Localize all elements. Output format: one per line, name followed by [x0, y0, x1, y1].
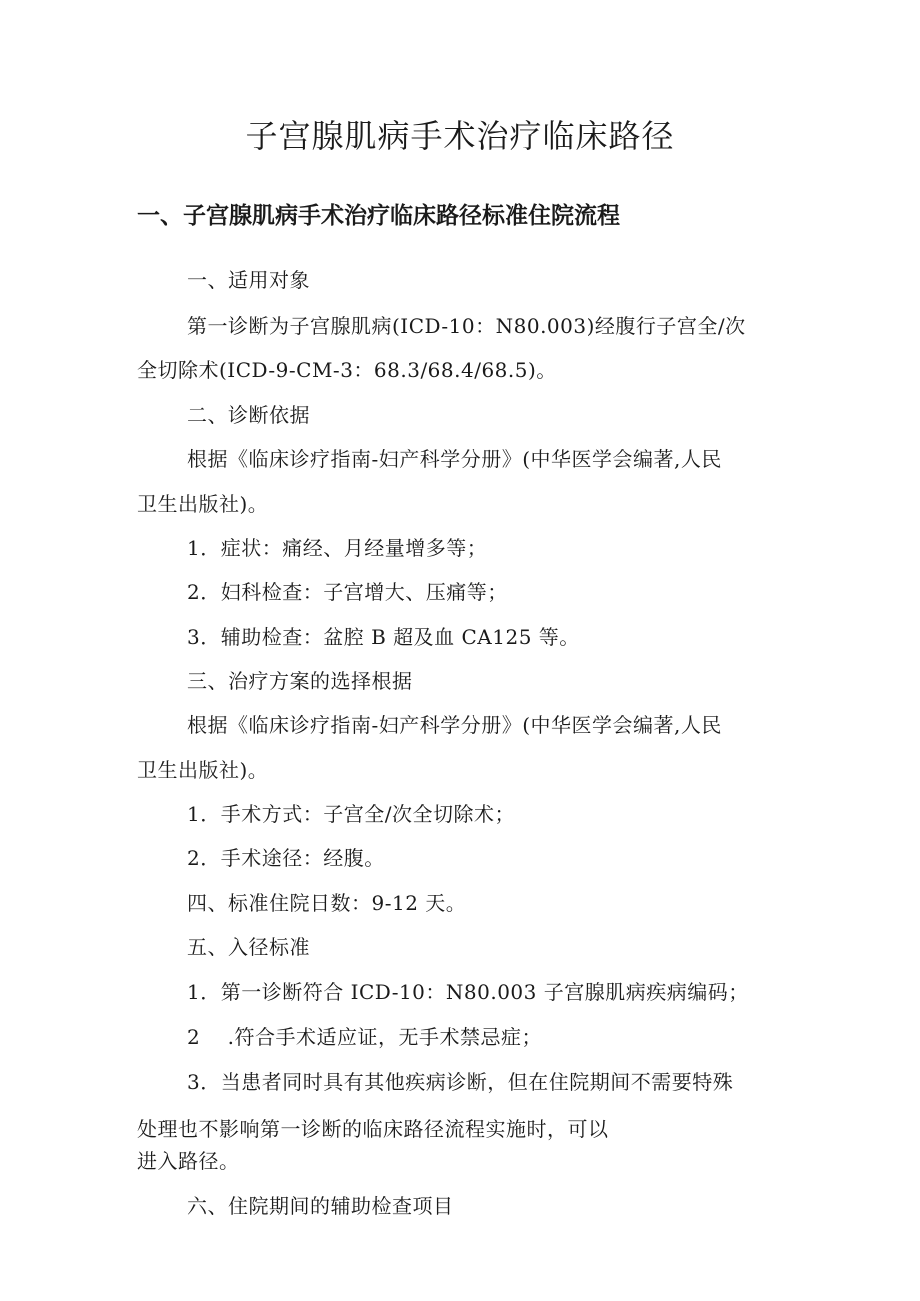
list-item: 3．当患者同时具有其他疾病诊断，但在住院期间不需要特殊 [187, 1070, 734, 1094]
paragraph-line: 根据《临床诊疗指南-妇产科学分册》(中华医学会编著,人民 [187, 713, 722, 737]
paragraph-line: 处理也不影响第一诊断的临床路径流程实施时，可以 [137, 1117, 609, 1141]
subheading-treatment-plan: 三、治疗方案的选择根据 [187, 669, 413, 693]
list-item: 3．辅助检查：盆腔 B 超及血 CA125 等。 [187, 625, 580, 649]
subheading-diagnosis-basis: 二、诊断依据 [187, 403, 310, 427]
list-item: 1．症状：痛经、月经量增多等； [187, 536, 488, 560]
list-item: 1．第一诊断符合 ICD-10：N80.003 子宫腺肌病疾病编码； [187, 980, 749, 1004]
paragraph-line: 进入路径。 [137, 1149, 240, 1173]
subheading-admission-criteria: 五、入径标准 [187, 935, 310, 959]
list-item: 2．手术途径：经腹。 [187, 846, 385, 870]
paragraph-line: 卫生出版社)。 [137, 758, 269, 782]
list-item: 1．手术方式：子宫全/次全切除术； [187, 802, 515, 826]
paragraph-line: 根据《临床诊疗指南-妇产科学分册》(中华医学会编著,人民 [187, 447, 722, 471]
section-heading: 一、子宫腺肌病手术治疗临床路径标准住院流程 [137, 203, 620, 229]
paragraph-line: 第一诊断为子宫腺肌病(ICD-10：N80.003)经腹行子宫全/次 [187, 314, 746, 338]
paragraph-line: 卫生出版社)。 [137, 492, 269, 516]
list-item: 2．妇科检查：子宫增大、压痛等； [187, 580, 508, 604]
paragraph-line: 全切除术(ICD-9-CM-3：68.3/68.4/68.5)。 [137, 358, 557, 382]
subheading-auxiliary-exams: 六、住院期间的辅助检查项目 [187, 1194, 454, 1218]
list-item: 2 .符合手术适应证，无手术禁忌症； [187, 1025, 542, 1049]
document-title: 子宫腺肌病手术治疗临床路径 [245, 117, 675, 155]
subheading-standard-stay: 四、标准住院日数：9-12 天。 [187, 891, 467, 915]
subheading-applicable-subjects: 一、适用对象 [187, 268, 310, 292]
